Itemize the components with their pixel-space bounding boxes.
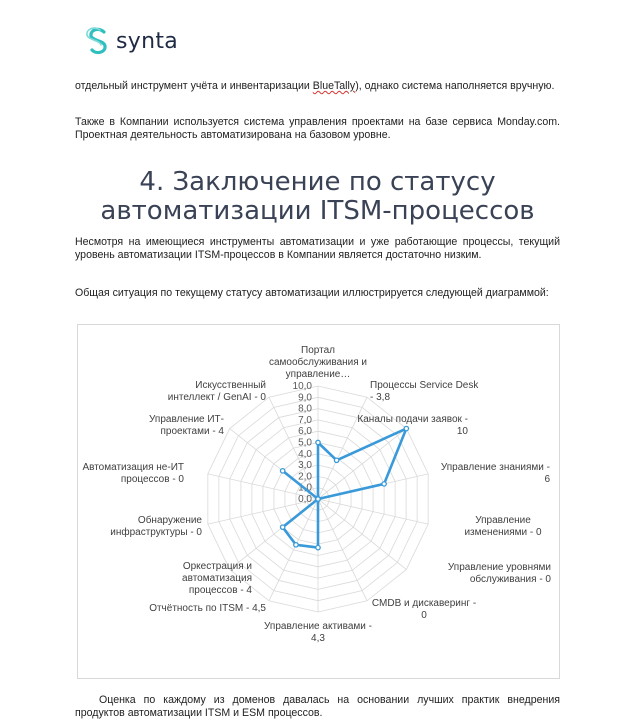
paragraph-evaluation-basis: Оценка по каждому из доменов давалась на основании лучших практик внедрения продуктов автоматизации ITSM и ESM процессов.: [75, 694, 560, 719]
radar-category-label: Управление ИТ-: [149, 414, 224, 425]
logo-text: synta: [116, 28, 179, 54]
radar-tick-label: 4,0: [298, 448, 312, 460]
paragraph-project-management: Также в Компании используется система управления проектами на базе сервиса Monday.com. Проектная деятельность автоматизирована на базовом уровне.: [75, 116, 560, 141]
radar-category-label: 0: [421, 610, 427, 621]
radar-category-label: самообслуживания и: [268, 357, 368, 368]
radar-tick-label: 0,0: [298, 494, 312, 505]
radar-tick-label: 5,0: [298, 437, 312, 449]
radar-tick-label: 7,0: [298, 414, 312, 426]
radar-chart-svg: [78, 325, 559, 678]
bluetally-term: BlueTally: [312, 80, 356, 92]
radar-tick-label: 1,0: [298, 482, 312, 494]
radar-category-label: Искусственный: [195, 380, 266, 391]
paragraph-diagram-intro: Общая ситуация по текущему статусу автоматизации иллюстрируется следующей диаграммой:: [75, 287, 549, 299]
paragraph-inventory: отдельный инструмент учёта и инвентаризации BlueTally), однако система наполняется вручную.: [75, 80, 555, 92]
company-logo: [84, 26, 178, 56]
radar-category-label: Автоматизация не-ИТ: [82, 462, 184, 473]
radar-category-label: Процессы Service Desk: [370, 380, 479, 391]
radar-data-point: [294, 543, 298, 547]
radar-category-label: обслуживания - 0: [469, 574, 551, 585]
radar-category-label: Оркестрация и: [182, 561, 252, 572]
radar-category-label: Управление: [475, 515, 531, 526]
radar-category-label: процессов - 4: [188, 585, 252, 596]
radar-category-label: 6: [544, 474, 550, 485]
radar-category-label: Управление уровнями: [447, 562, 551, 573]
radar-data-point: [382, 482, 386, 486]
synta-logo-icon: [84, 26, 112, 56]
radar-tick-label: 2,0: [298, 471, 312, 483]
radar-category-label: Отчётность по ITSM - 4,5: [149, 603, 266, 614]
radar-chart: [77, 324, 560, 679]
radar-tick-label: 8,0: [298, 403, 312, 415]
radar-category-label: процессов - 0: [120, 474, 184, 485]
paragraph-automation-level: Несмотря на имеющиеся инструменты автоматизации и уже работающие процессы, текущий уровень автоматизации ITSM-процессов в Компании является достаточно низким.: [75, 236, 560, 261]
radar-category-label: изменениями - 0: [464, 527, 542, 538]
radar-category-label: автоматизация: [182, 573, 252, 584]
radar-category-label: Управление знаниями -: [440, 462, 550, 473]
radar-category-label: Портал: [301, 345, 335, 356]
radar-data-point: [334, 458, 338, 462]
section-heading: 4. Заключение по статусу автоматизации ITSM-процессов: [100, 167, 535, 226]
radar-tick-label: 6,0: [298, 426, 312, 438]
radar-data-point: [404, 426, 408, 430]
radar-data-point: [280, 469, 284, 473]
radar-tick-label: 3,0: [298, 460, 312, 472]
radar-category-label: инфраструктуры - 0: [110, 527, 202, 538]
radar-category-label: 4,3: [311, 633, 325, 644]
radar-data-point: [316, 440, 320, 444]
radar-data-point: [316, 497, 320, 501]
radar-data-point: [280, 525, 284, 529]
radar-category-label: - 3,8: [370, 392, 391, 403]
radar-data-point: [316, 545, 320, 549]
radar-category-label: Управление активами -: [264, 621, 372, 632]
radar-category-label: Каналы подачи заявок -: [357, 414, 468, 425]
radar-category-label: проектами - 4: [160, 426, 224, 437]
radar-tick-label: 9,0: [298, 392, 312, 404]
radar-category-label: управление…: [285, 369, 351, 380]
radar-category-label: 10: [456, 426, 468, 437]
radar-category-label: CMDB и дискаверинг -: [371, 598, 477, 609]
radar-category-label: интеллект / GenAI - 0: [167, 392, 266, 403]
radar-category-label: Обнаружение: [137, 515, 202, 526]
radar-tick-label: 10,0: [292, 381, 312, 392]
